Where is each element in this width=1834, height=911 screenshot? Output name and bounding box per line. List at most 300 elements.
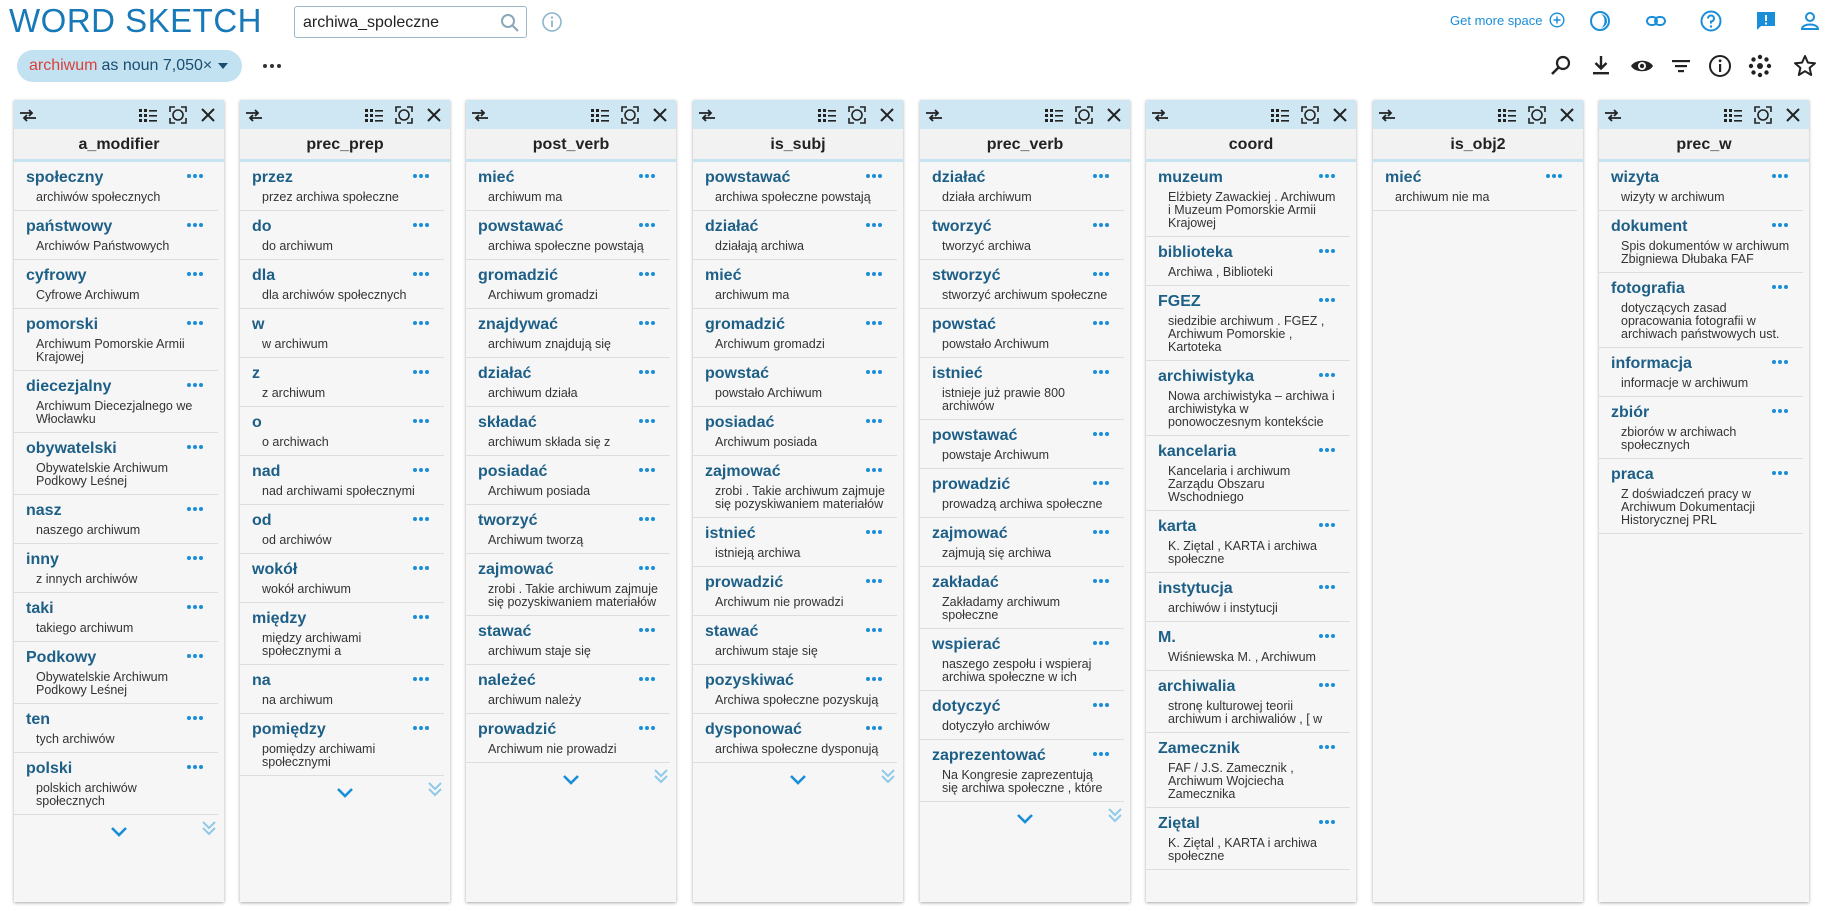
swap-icon[interactable]: [1377, 105, 1397, 125]
collocation-row[interactable]: [14, 371, 218, 433]
collocate-word[interactable]: tworzyć: [478, 512, 538, 529]
more-horizontal-icon[interactable]: [638, 173, 656, 179]
collocation-row[interactable]: [693, 665, 897, 714]
more-horizontal-icon[interactable]: [412, 614, 430, 620]
more-horizontal-icon[interactable]: [412, 320, 430, 326]
more-horizontal-icon[interactable]: [865, 320, 883, 326]
more-horizontal-icon[interactable]: [186, 444, 204, 450]
more-horizontal-icon[interactable]: [1771, 359, 1789, 365]
collocation-row[interactable]: [920, 740, 1124, 802]
collocate-word[interactable]: dokument: [1611, 218, 1688, 235]
collocate-word[interactable]: dla: [252, 267, 276, 284]
collocation-row[interactable]: [466, 554, 670, 616]
collocation-row[interactable]: [14, 753, 218, 815]
focus-icon[interactable]: [620, 105, 640, 125]
collocation-row[interactable]: [920, 567, 1124, 629]
close-icon[interactable]: [1783, 105, 1803, 125]
more-horizontal-icon[interactable]: [865, 676, 883, 682]
collocation-row[interactable]: [14, 309, 218, 371]
collocate-word[interactable]: wizyta: [1611, 169, 1660, 186]
tree-view-icon[interactable]: [1270, 105, 1290, 125]
search-icon[interactable]: [500, 13, 520, 33]
collocation-row[interactable]: [466, 665, 670, 714]
collocation-row[interactable]: [240, 260, 444, 309]
cluster-dots-icon[interactable]: [1747, 53, 1773, 79]
collocate-word[interactable]: istnieć: [705, 525, 756, 542]
collocate-word[interactable]: wspierać: [932, 636, 1001, 653]
collocation-row[interactable]: [1146, 286, 1350, 361]
double-chevron-down-icon[interactable]: [1106, 806, 1124, 824]
collocation-row[interactable]: [1599, 348, 1803, 397]
collocation-row[interactable]: [1599, 459, 1803, 534]
double-chevron-down-icon[interactable]: [426, 780, 444, 798]
collocation-row[interactable]: [466, 358, 670, 407]
collocate-word[interactable]: obywatelski: [26, 440, 117, 457]
collocation-row[interactable]: [1146, 162, 1350, 237]
collocate-word[interactable]: gromadzić: [478, 267, 559, 284]
more-horizontal-icon[interactable]: [1092, 431, 1110, 437]
more-horizontal-icon[interactable]: [1092, 369, 1110, 375]
collocation-row[interactable]: [920, 162, 1124, 211]
collocate-word[interactable]: Ziętal: [1158, 815, 1200, 832]
collocate-word[interactable]: archiwistyka: [1158, 368, 1255, 385]
more-horizontal-icon[interactable]: [186, 764, 204, 770]
download-icon[interactable]: [1588, 53, 1614, 79]
collocation-row[interactable]: [466, 407, 670, 456]
collocate-example: istnieje już prawie 800 archiwów: [942, 386, 1065, 413]
collocation-row[interactable]: [466, 505, 670, 554]
more-horizontal-icon[interactable]: [638, 565, 656, 571]
collocate-word[interactable]: karta: [1158, 518, 1197, 535]
chevron-down-icon[interactable]: [109, 825, 129, 839]
collocate-word[interactable]: pozyskiwać: [705, 672, 794, 689]
filter-icon[interactable]: [1668, 53, 1694, 79]
more-horizontal-icon[interactable]: [186, 506, 204, 512]
collocation-row[interactable]: [14, 704, 218, 753]
close-icon[interactable]: [1104, 105, 1124, 125]
swap-icon[interactable]: [470, 105, 490, 125]
tree-view-icon[interactable]: [1497, 105, 1517, 125]
more-horizontal-icon[interactable]: [1092, 271, 1110, 277]
collocate-word[interactable]: zakładać: [932, 574, 999, 591]
more-horizontal-icon[interactable]: [412, 676, 430, 682]
collocate-word[interactable]: diecezjalny: [26, 378, 112, 395]
chevron-down-icon[interactable]: [335, 786, 355, 800]
collocate-word[interactable]: nad: [252, 463, 281, 480]
more-horizontal-icon[interactable]: [186, 382, 204, 388]
theme-toggle-icon[interactable]: [1588, 9, 1612, 33]
collocation-row[interactable]: [240, 309, 444, 358]
more-horizontal-icon[interactable]: [865, 271, 883, 277]
link-icon[interactable]: [1644, 9, 1668, 33]
collocation-row[interactable]: [466, 211, 670, 260]
collocate-word[interactable]: zaprezentować: [932, 747, 1046, 764]
collocation-row[interactable]: [1373, 162, 1577, 211]
collocation-row[interactable]: [1599, 397, 1803, 459]
collocation-row[interactable]: [14, 544, 218, 593]
collocation-row[interactable]: [1146, 808, 1350, 870]
more-horizontal-icon[interactable]: [1771, 222, 1789, 228]
collocation-row[interactable]: [240, 505, 444, 554]
collocation-row[interactable]: [14, 433, 218, 495]
collocate-word[interactable]: działać: [932, 169, 986, 186]
more-horizontal-icon[interactable]: [412, 222, 430, 228]
focus-icon[interactable]: [847, 105, 867, 125]
collocate-word[interactable]: Zamecznik: [1158, 740, 1240, 757]
collocate-word[interactable]: między: [252, 610, 307, 627]
collocate-word[interactable]: taki: [26, 600, 54, 617]
more-horizontal-icon[interactable]: [1545, 173, 1563, 179]
collocate-word[interactable]: dysponować: [705, 721, 802, 738]
collocation-row[interactable]: [693, 211, 897, 260]
more-horizontal-icon[interactable]: [412, 565, 430, 571]
collocate-example: przez archiwa społeczne: [262, 190, 399, 204]
focus-icon[interactable]: [1527, 105, 1547, 125]
collocation-row[interactable]: [240, 407, 444, 456]
more-horizontal-icon[interactable]: [412, 418, 430, 424]
collocate-word[interactable]: kancelaria: [1158, 443, 1237, 460]
tree-view-icon[interactable]: [817, 105, 837, 125]
collocate-word[interactable]: państwowy: [26, 218, 113, 235]
more-horizontal-icon[interactable]: [186, 271, 204, 277]
collocation-row[interactable]: [1599, 162, 1803, 211]
collocation-row[interactable]: [466, 260, 670, 309]
more-horizontal-icon[interactable]: [1092, 320, 1110, 326]
focus-icon[interactable]: [1074, 105, 1094, 125]
more-horizontal-icon[interactable]: [186, 653, 204, 659]
collocation-row[interactable]: [240, 554, 444, 603]
more-horizontal-icon[interactable]: [865, 222, 883, 228]
collocation-row[interactable]: [693, 518, 897, 567]
info-circle-icon[interactable]: [1707, 53, 1733, 79]
collocation-row[interactable]: [920, 420, 1124, 469]
collocate-word[interactable]: składać: [478, 414, 537, 431]
collocate-word[interactable]: zbiór: [1611, 404, 1650, 421]
more-horizontal-icon[interactable]: [186, 715, 204, 721]
collocation-row[interactable]: [466, 456, 670, 505]
chevron-down-icon[interactable]: [1015, 812, 1035, 826]
collocation-row[interactable]: [240, 665, 444, 714]
close-icon[interactable]: [1557, 105, 1577, 125]
collocation-row[interactable]: [240, 211, 444, 260]
more-horizontal-icon[interactable]: [865, 627, 883, 633]
more-horizontal-icon[interactable]: [1318, 173, 1336, 179]
collocation-row[interactable]: [14, 642, 218, 704]
collocation-row[interactable]: [693, 407, 897, 456]
more-horizontal-icon[interactable]: [865, 173, 883, 179]
close-icon[interactable]: [424, 105, 444, 125]
more-horizontal-icon[interactable]: [412, 725, 430, 731]
collocation-row[interactable]: [240, 714, 444, 776]
collocate-example: tych archiwów: [36, 732, 115, 746]
collocation-row[interactable]: [240, 456, 444, 505]
more-horizontal-icon[interactable]: [262, 58, 282, 74]
collocate-word[interactable]: tworzyć: [932, 218, 992, 235]
collocate-word[interactable]: z: [252, 365, 260, 382]
collocate-word[interactable]: należeć: [478, 672, 536, 689]
collocate-word[interactable]: do: [252, 218, 272, 235]
collocate-word[interactable]: działać: [478, 365, 532, 382]
collocation-row[interactable]: [240, 358, 444, 407]
collocation-row[interactable]: [693, 456, 897, 518]
more-horizontal-icon[interactable]: [638, 467, 656, 473]
more-horizontal-icon[interactable]: [1092, 751, 1110, 757]
more-horizontal-icon[interactable]: [638, 222, 656, 228]
more-horizontal-icon[interactable]: [638, 320, 656, 326]
more-horizontal-icon[interactable]: [1092, 640, 1110, 646]
collocate-word[interactable]: informacja: [1611, 355, 1692, 372]
swap-icon[interactable]: [1603, 105, 1623, 125]
double-chevron-down-icon[interactable]: [200, 819, 218, 837]
star-icon[interactable]: [1792, 53, 1818, 79]
collocate-word[interactable]: polski: [26, 760, 73, 777]
collocation-row[interactable]: [1146, 511, 1350, 573]
collocate-word[interactable]: muzeum: [1158, 169, 1223, 186]
collocation-row[interactable]: [240, 162, 444, 211]
collocate-word[interactable]: stworzyć: [932, 267, 1001, 284]
column-title: prec_w: [1599, 129, 1809, 162]
more-horizontal-icon[interactable]: [638, 725, 656, 731]
collocate-word[interactable]: powstawać: [932, 427, 1018, 444]
swap-icon[interactable]: [1150, 105, 1170, 125]
collocation-row[interactable]: [1146, 733, 1350, 808]
focus-icon[interactable]: [1300, 105, 1320, 125]
collocate-word[interactable]: archiwalia: [1158, 678, 1236, 695]
more-horizontal-icon[interactable]: [865, 369, 883, 375]
more-horizontal-icon[interactable]: [1771, 173, 1789, 179]
more-horizontal-icon[interactable]: [1092, 702, 1110, 708]
more-horizontal-icon[interactable]: [412, 173, 430, 179]
more-horizontal-icon[interactable]: [1318, 744, 1336, 750]
collocate-word[interactable]: gromadzić: [705, 316, 786, 333]
collocation-row[interactable]: [1599, 211, 1803, 273]
collocate-word[interactable]: zajmować: [932, 525, 1008, 542]
collocate-word[interactable]: ten: [26, 711, 50, 728]
collocation-row[interactable]: [693, 162, 897, 211]
collocate-word[interactable]: fotografia: [1611, 280, 1685, 297]
collocate-word[interactable]: M.: [1158, 629, 1176, 646]
collocate-example: w archiwum: [262, 337, 328, 351]
collocate-word[interactable]: od: [252, 512, 272, 529]
focus-icon[interactable]: [168, 105, 188, 125]
double-chevron-down-icon[interactable]: [879, 767, 897, 785]
chevron-down-icon[interactable]: [788, 773, 808, 787]
collocate-word[interactable]: mieć: [478, 169, 515, 186]
collocate-word[interactable]: posiadać: [478, 463, 548, 480]
collocate-word[interactable]: biblioteka: [1158, 244, 1233, 261]
more-horizontal-icon[interactable]: [638, 369, 656, 375]
more-horizontal-icon[interactable]: [186, 604, 204, 610]
collocation-row[interactable]: [240, 603, 444, 665]
collocation-row[interactable]: [1146, 622, 1350, 671]
collocate-word[interactable]: zajmować: [705, 463, 781, 480]
user-icon[interactable]: [1798, 9, 1822, 33]
feedback-icon[interactable]: [1754, 9, 1778, 33]
collocation-row[interactable]: [466, 162, 670, 211]
more-horizontal-icon[interactable]: [1318, 372, 1336, 378]
collocation-row[interactable]: [1146, 436, 1350, 511]
more-horizontal-icon[interactable]: [1318, 297, 1336, 303]
more-horizontal-icon[interactable]: [1318, 584, 1336, 590]
more-horizontal-icon[interactable]: [865, 418, 883, 424]
more-horizontal-icon[interactable]: [638, 627, 656, 633]
more-horizontal-icon[interactable]: [186, 555, 204, 561]
collocate-word[interactable]: prowadzić: [705, 574, 784, 591]
more-horizontal-icon[interactable]: [865, 578, 883, 584]
collocation-row[interactable]: [14, 260, 218, 309]
more-horizontal-icon[interactable]: [412, 516, 430, 522]
collocate-word[interactable]: powstać: [705, 365, 770, 382]
collocate-word[interactable]: pomorski: [26, 316, 99, 333]
lemma-chip[interactable]: [17, 50, 242, 82]
help-icon[interactable]: [1699, 9, 1723, 33]
collocate-word[interactable]: stawać: [705, 623, 759, 640]
collocation-row[interactable]: [14, 495, 218, 544]
swap-icon[interactable]: [18, 105, 38, 125]
collocate-word[interactable]: praca: [1611, 466, 1654, 483]
more-horizontal-icon[interactable]: [865, 725, 883, 731]
collocation-row[interactable]: [1599, 273, 1803, 348]
close-icon[interactable]: [877, 105, 897, 125]
collocate-word[interactable]: o: [252, 414, 262, 431]
collocate-word[interactable]: nasz: [26, 502, 62, 519]
collocation-row[interactable]: [920, 518, 1124, 567]
eye-icon[interactable]: [1629, 53, 1655, 79]
focus-icon[interactable]: [394, 105, 414, 125]
collocate-word[interactable]: stawać: [478, 623, 532, 640]
collocation-row[interactable]: [920, 358, 1124, 420]
collocate-word[interactable]: prowadzić: [932, 476, 1011, 493]
get-more-space-link[interactable]: [1450, 12, 1565, 28]
collocate-word[interactable]: prowadzić: [478, 721, 557, 738]
collocation-row[interactable]: [693, 567, 897, 616]
more-horizontal-icon[interactable]: [412, 369, 430, 375]
collocate-word[interactable]: mieć: [705, 267, 742, 284]
search-input[interactable]: [303, 13, 493, 33]
collocation-row[interactable]: [1146, 573, 1350, 622]
more-horizontal-icon[interactable]: [1092, 173, 1110, 179]
collocation-row[interactable]: [920, 309, 1124, 358]
more-horizontal-icon[interactable]: [1318, 522, 1336, 528]
collocate-word[interactable]: w: [252, 316, 265, 333]
tree-view-icon[interactable]: [1723, 105, 1743, 125]
tree-view-icon[interactable]: [1044, 105, 1064, 125]
more-horizontal-icon[interactable]: [1771, 408, 1789, 414]
collocate-word[interactable]: wokół: [252, 561, 298, 578]
more-horizontal-icon[interactable]: [412, 467, 430, 473]
tree-view-icon[interactable]: [590, 105, 610, 125]
close-icon[interactable]: [198, 105, 218, 125]
collocate-word[interactable]: znajdywać: [478, 316, 559, 333]
more-horizontal-icon[interactable]: [1771, 470, 1789, 476]
collocate-word[interactable]: Podkowy: [26, 649, 97, 666]
close-icon[interactable]: [650, 105, 670, 125]
more-horizontal-icon[interactable]: [1092, 222, 1110, 228]
collocation-row[interactable]: [920, 260, 1124, 309]
collocate-word[interactable]: powstawać: [478, 218, 564, 235]
collocate-word[interactable]: działać: [705, 218, 759, 235]
collocate-word[interactable]: społeczny: [26, 169, 104, 186]
more-horizontal-icon[interactable]: [1318, 682, 1336, 688]
collocation-row[interactable]: [693, 309, 897, 358]
collocate-word[interactable]: istnieć: [932, 365, 983, 382]
more-horizontal-icon[interactable]: [1318, 633, 1336, 639]
collocation-row[interactable]: [1146, 671, 1350, 733]
collocation-row[interactable]: [466, 309, 670, 358]
collocate-word[interactable]: cyfrowy: [26, 267, 87, 284]
info-icon[interactable]: [541, 11, 563, 33]
more-horizontal-icon[interactable]: [638, 516, 656, 522]
collocation-row[interactable]: [920, 629, 1124, 691]
collocation-row[interactable]: [693, 616, 897, 665]
more-horizontal-icon[interactable]: [186, 320, 204, 326]
collocation-row[interactable]: [1146, 237, 1350, 286]
close-icon[interactable]: [1330, 105, 1350, 125]
more-horizontal-icon[interactable]: [865, 529, 883, 535]
collocation-row[interactable]: [693, 358, 897, 407]
collocation-row[interactable]: [14, 162, 218, 211]
collocation-row[interactable]: [920, 691, 1124, 740]
swap-icon[interactable]: [244, 105, 264, 125]
more-horizontal-icon[interactable]: [1318, 819, 1336, 825]
collocate-word[interactable]: zajmować: [478, 561, 554, 578]
more-horizontal-icon[interactable]: [638, 676, 656, 682]
collocate-word[interactable]: inny: [26, 551, 59, 568]
swap-icon[interactable]: [924, 105, 944, 125]
tree-view-icon[interactable]: [138, 105, 158, 125]
collocate-word[interactable]: mieć: [1385, 169, 1422, 186]
more-horizontal-icon[interactable]: [412, 271, 430, 277]
collocation-row[interactable]: [693, 260, 897, 309]
more-horizontal-icon[interactable]: [1318, 447, 1336, 453]
tree-view-icon[interactable]: [364, 105, 384, 125]
collocation-row[interactable]: [693, 714, 897, 763]
double-chevron-down-icon[interactable]: [652, 767, 670, 785]
more-horizontal-icon[interactable]: [1092, 529, 1110, 535]
zoom-search-icon[interactable]: [1548, 53, 1574, 79]
collocation-row[interactable]: [920, 469, 1124, 518]
collocation-row[interactable]: [466, 616, 670, 665]
focus-icon[interactable]: [1753, 105, 1773, 125]
collocate-word[interactable]: pomiędzy: [252, 721, 326, 738]
collocation-row[interactable]: [14, 593, 218, 642]
more-horizontal-icon[interactable]: [186, 222, 204, 228]
collocate-word[interactable]: powstawać: [705, 169, 791, 186]
collocate-word[interactable]: instytucja: [1158, 580, 1233, 597]
collocate-word[interactable]: przez: [252, 169, 293, 186]
collocation-row[interactable]: [466, 714, 670, 763]
collocation-row[interactable]: [14, 211, 218, 260]
more-horizontal-icon[interactable]: [1092, 480, 1110, 486]
column-title: is_obj2: [1373, 129, 1583, 162]
more-horizontal-icon[interactable]: [1092, 578, 1110, 584]
collocate-word[interactable]: dotyczyć: [932, 698, 1001, 715]
more-horizontal-icon[interactable]: [638, 271, 656, 277]
more-horizontal-icon[interactable]: [186, 173, 204, 179]
collocate-word[interactable]: posiadać: [705, 414, 775, 431]
more-horizontal-icon[interactable]: [1771, 284, 1789, 290]
collocation-row[interactable]: [920, 211, 1124, 260]
collocate-word[interactable]: FGEZ: [1158, 293, 1201, 310]
collocate-word[interactable]: powstać: [932, 316, 997, 333]
swap-icon[interactable]: [697, 105, 717, 125]
more-horizontal-icon[interactable]: [865, 467, 883, 473]
chevron-down-icon[interactable]: [561, 773, 581, 787]
more-horizontal-icon[interactable]: [638, 418, 656, 424]
more-horizontal-icon[interactable]: [1318, 248, 1336, 254]
collocate-word[interactable]: na: [252, 672, 271, 689]
collocation-row[interactable]: [1146, 361, 1350, 436]
